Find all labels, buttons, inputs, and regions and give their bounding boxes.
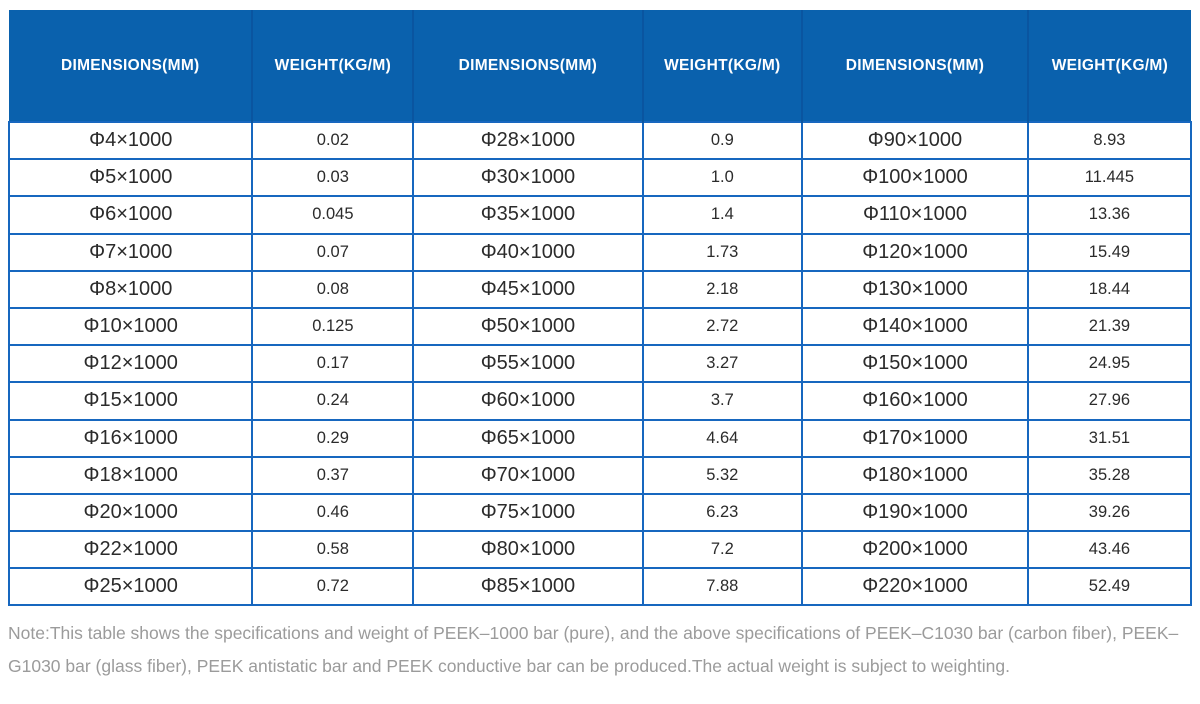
weight-cell: 31.51 bbox=[1028, 420, 1191, 457]
weight-cell: 43.46 bbox=[1028, 531, 1191, 568]
dimension-cell: Φ40×1000 bbox=[413, 234, 642, 271]
weight-cell: 8.93 bbox=[1028, 122, 1191, 159]
weight-cell: 7.88 bbox=[643, 568, 803, 605]
weight-cell: 3.7 bbox=[643, 382, 803, 419]
weight-cell: 0.17 bbox=[252, 345, 413, 382]
header-weight: WEIGHT(KG/M) bbox=[1028, 10, 1191, 122]
weight-cell: 39.26 bbox=[1028, 494, 1191, 531]
table-row bbox=[9, 382, 1191, 419]
dimension-cell: Φ10×1000 bbox=[9, 308, 252, 345]
table-row bbox=[9, 159, 1191, 196]
header-dimensions: DIMENSIONS(MM) bbox=[9, 10, 252, 122]
dimension-cell: Φ220×1000 bbox=[802, 568, 1028, 605]
dimension-cell: Φ80×1000 bbox=[413, 531, 642, 568]
table-row bbox=[9, 531, 1191, 568]
weight-cell: 1.73 bbox=[643, 234, 803, 271]
peek-bar-spec-table bbox=[8, 10, 1192, 606]
weight-cell: 24.95 bbox=[1028, 345, 1191, 382]
dimension-cell: Φ45×1000 bbox=[413, 271, 642, 308]
dimension-cell: Φ4×1000 bbox=[9, 122, 252, 159]
weight-cell: 0.045 bbox=[252, 196, 413, 233]
weight-cell: 0.07 bbox=[252, 234, 413, 271]
spec-sheet bbox=[8, 10, 1192, 683]
weight-cell: 0.58 bbox=[252, 531, 413, 568]
header-row bbox=[9, 10, 1191, 122]
table-row bbox=[9, 271, 1191, 308]
table-row bbox=[9, 494, 1191, 531]
weight-cell: 0.03 bbox=[252, 159, 413, 196]
dimension-cell: Φ85×1000 bbox=[413, 568, 642, 605]
dimension-cell: Φ15×1000 bbox=[9, 382, 252, 419]
dimension-cell: Φ100×1000 bbox=[802, 159, 1028, 196]
dimension-cell: Φ5×1000 bbox=[9, 159, 252, 196]
dimension-cell: Φ65×1000 bbox=[413, 420, 642, 457]
table-row bbox=[9, 420, 1191, 457]
weight-cell: 0.9 bbox=[643, 122, 803, 159]
dimension-cell: Φ150×1000 bbox=[802, 345, 1028, 382]
dimension-cell: Φ25×1000 bbox=[9, 568, 252, 605]
weight-cell: 35.28 bbox=[1028, 457, 1191, 494]
weight-cell: 2.72 bbox=[643, 308, 803, 345]
dimension-cell: Φ170×1000 bbox=[802, 420, 1028, 457]
weight-cell: 0.02 bbox=[252, 122, 413, 159]
table-note: Note:This table shows the specifications and weight of PEEK–1000 bar (pure), and the above specifications of PEEK–C1030 bar (carbon fiber), PEEK–G1030 bar (glass fiber), PEEK antistatic bar and PEEK conductive bar can be produced.The actual weight is subject to weighting. bbox=[8, 623, 1179, 677]
dimension-cell: Φ200×1000 bbox=[802, 531, 1028, 568]
weight-cell: 0.08 bbox=[252, 271, 413, 308]
dimension-cell: Φ90×1000 bbox=[802, 122, 1028, 159]
dimension-cell: Φ60×1000 bbox=[413, 382, 642, 419]
weight-cell: 0.29 bbox=[252, 420, 413, 457]
dimension-cell: Φ6×1000 bbox=[9, 196, 252, 233]
header-dimensions: DIMENSIONS(MM) bbox=[802, 10, 1028, 122]
weight-cell: 0.24 bbox=[252, 382, 413, 419]
dimension-cell: Φ18×1000 bbox=[9, 457, 252, 494]
dimension-cell: Φ28×1000 bbox=[413, 122, 642, 159]
dimension-cell: Φ130×1000 bbox=[802, 271, 1028, 308]
weight-cell: 5.32 bbox=[643, 457, 803, 494]
weight-cell: 0.125 bbox=[252, 308, 413, 345]
table-row bbox=[9, 345, 1191, 382]
weight-cell: 2.18 bbox=[643, 271, 803, 308]
weight-cell: 27.96 bbox=[1028, 382, 1191, 419]
dimension-cell: Φ30×1000 bbox=[413, 159, 642, 196]
dimension-cell: Φ35×1000 bbox=[413, 196, 642, 233]
dimension-cell: Φ140×1000 bbox=[802, 308, 1028, 345]
weight-cell: 13.36 bbox=[1028, 196, 1191, 233]
table-row bbox=[9, 234, 1191, 271]
table-row bbox=[9, 308, 1191, 345]
dimension-cell: Φ12×1000 bbox=[9, 345, 252, 382]
weight-cell: 21.39 bbox=[1028, 308, 1191, 345]
dimension-cell: Φ16×1000 bbox=[9, 420, 252, 457]
dimension-cell: Φ70×1000 bbox=[413, 457, 642, 494]
weight-cell: 3.27 bbox=[643, 345, 803, 382]
dimension-cell: Φ20×1000 bbox=[9, 494, 252, 531]
weight-cell: 4.64 bbox=[643, 420, 803, 457]
weight-cell: 0.46 bbox=[252, 494, 413, 531]
weight-cell: 18.44 bbox=[1028, 271, 1191, 308]
table-row bbox=[9, 568, 1191, 605]
dimension-cell: Φ120×1000 bbox=[802, 234, 1028, 271]
table-row bbox=[9, 196, 1191, 233]
weight-cell: 1.0 bbox=[643, 159, 803, 196]
header-weight: WEIGHT(KG/M) bbox=[252, 10, 413, 122]
weight-cell: 11.445 bbox=[1028, 159, 1191, 196]
dimension-cell: Φ50×1000 bbox=[413, 308, 642, 345]
dimension-cell: Φ110×1000 bbox=[802, 196, 1028, 233]
weight-cell: 0.72 bbox=[252, 568, 413, 605]
dimension-cell: Φ190×1000 bbox=[802, 494, 1028, 531]
table-row bbox=[9, 457, 1191, 494]
weight-cell: 1.4 bbox=[643, 196, 803, 233]
dimension-cell: Φ180×1000 bbox=[802, 457, 1028, 494]
weight-cell: 0.37 bbox=[252, 457, 413, 494]
weight-cell: 6.23 bbox=[643, 494, 803, 531]
dimension-cell: Φ55×1000 bbox=[413, 345, 642, 382]
dimension-cell: Φ7×1000 bbox=[9, 234, 252, 271]
dimension-cell: Φ22×1000 bbox=[9, 531, 252, 568]
weight-cell: 7.2 bbox=[643, 531, 803, 568]
spec-table-body bbox=[9, 122, 1191, 605]
header-weight: WEIGHT(KG/M) bbox=[643, 10, 803, 122]
dimension-cell: Φ75×1000 bbox=[413, 494, 642, 531]
header-dimensions: DIMENSIONS(MM) bbox=[413, 10, 642, 122]
weight-cell: 52.49 bbox=[1028, 568, 1191, 605]
dimension-cell: Φ8×1000 bbox=[9, 271, 252, 308]
weight-cell: 15.49 bbox=[1028, 234, 1191, 271]
table-row bbox=[9, 122, 1191, 159]
dimension-cell: Φ160×1000 bbox=[802, 382, 1028, 419]
